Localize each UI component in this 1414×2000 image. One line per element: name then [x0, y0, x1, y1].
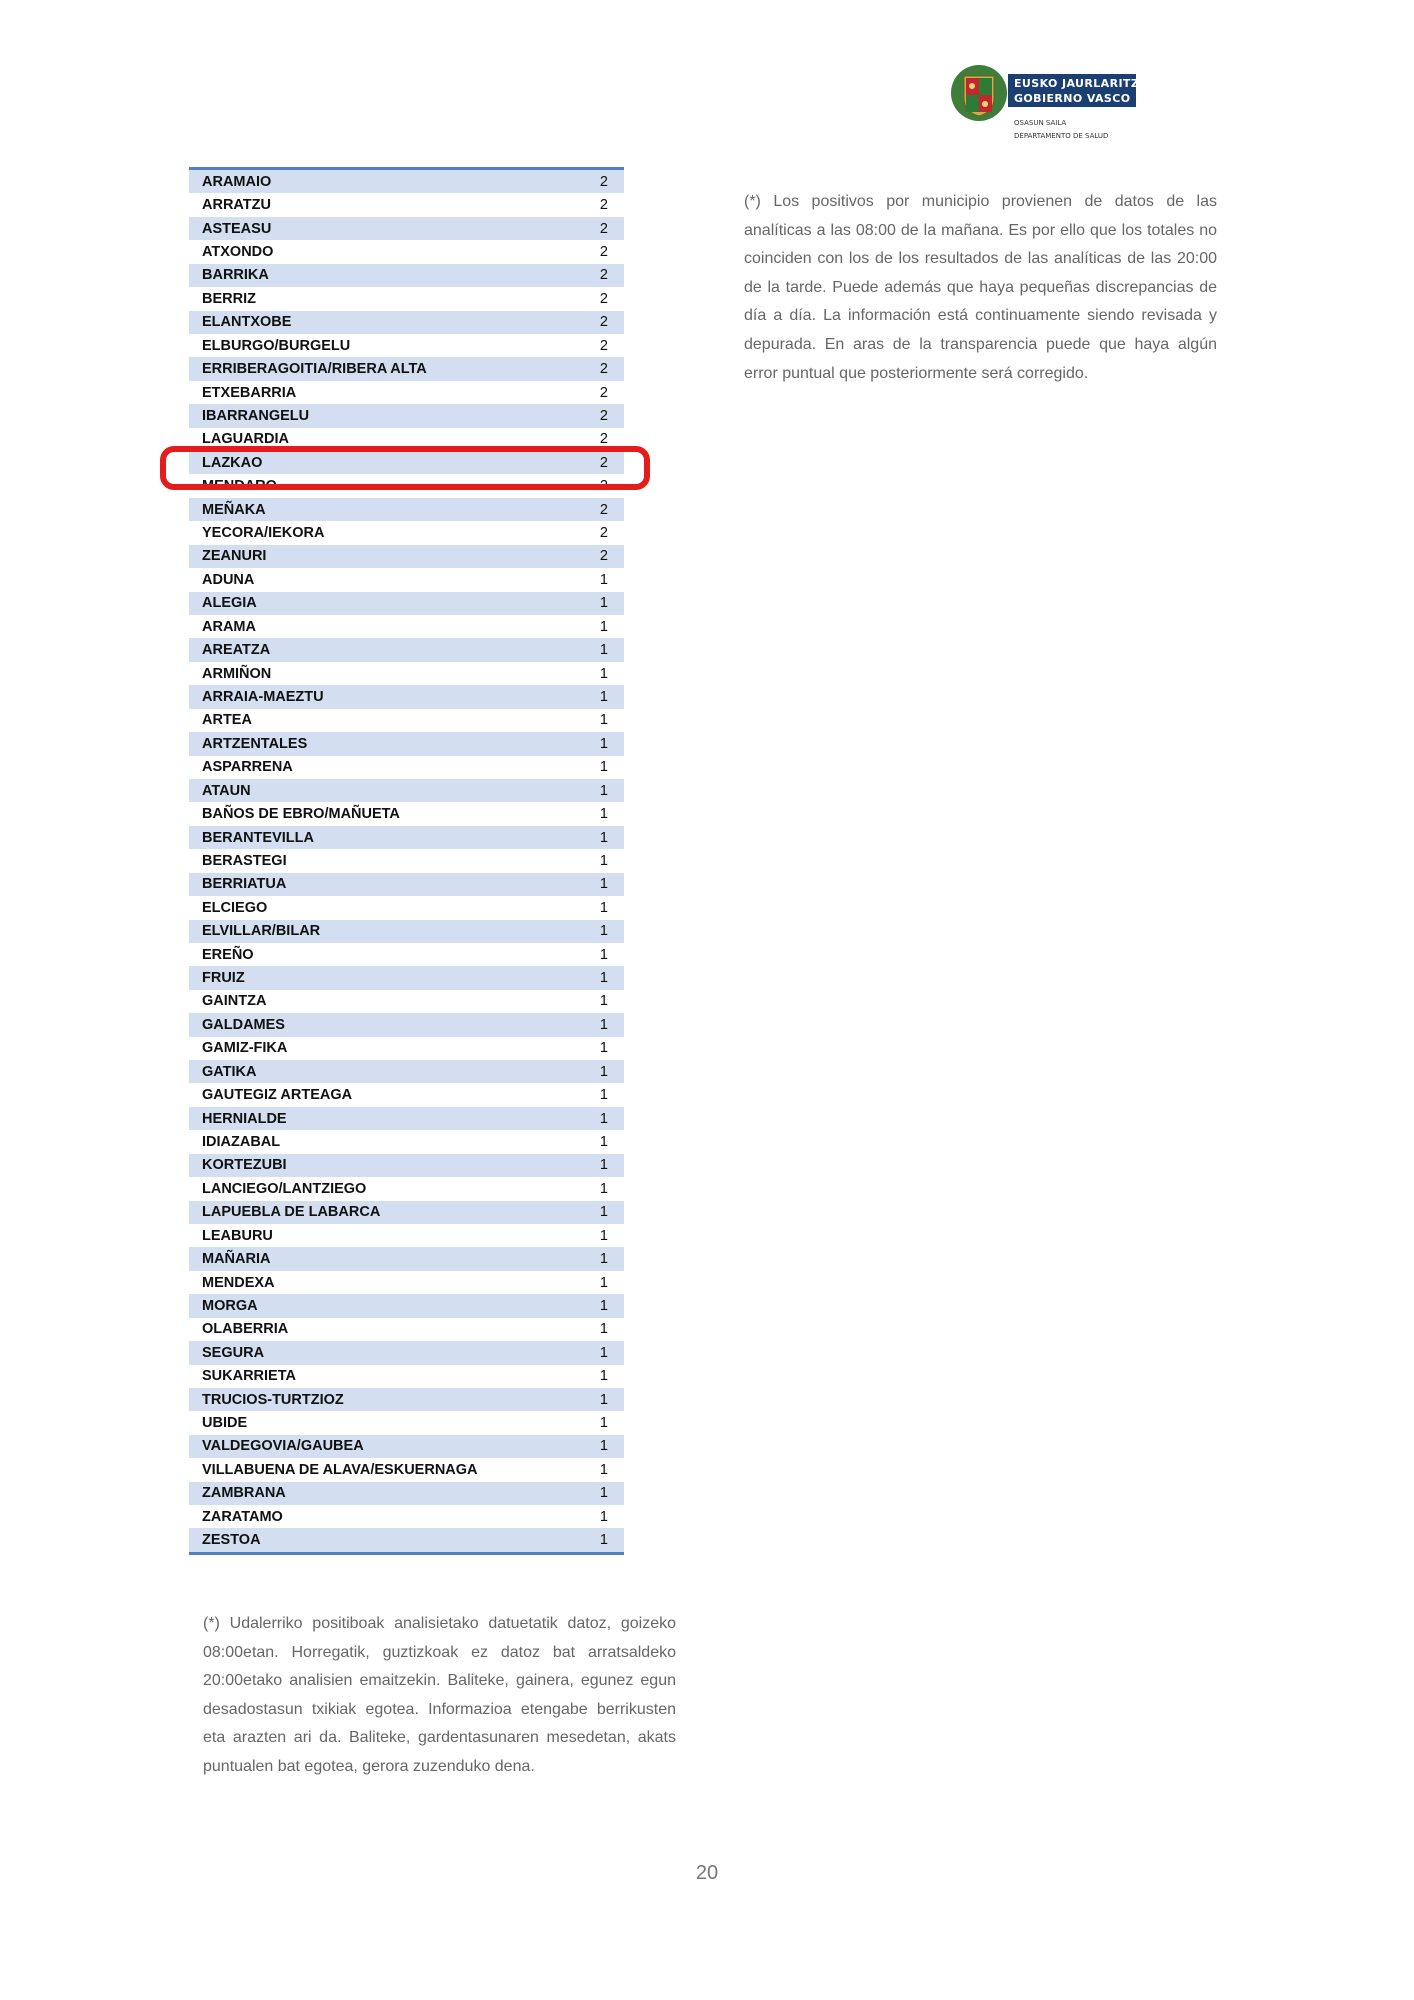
municipality-name: ARRATZU: [202, 197, 271, 214]
table-row: [189, 170, 624, 193]
positives-count: 2: [599, 314, 608, 331]
positives-count: 1: [599, 1227, 608, 1244]
municipality-name: ASPARRENA: [202, 759, 293, 776]
positives-count: 2: [599, 290, 608, 307]
positives-count: 1: [599, 1321, 608, 1338]
positives-count: 1: [599, 665, 608, 682]
table-row: [189, 1224, 624, 1247]
municipality-name: AREATZA: [202, 642, 271, 659]
municipality-name: SEGURA: [202, 1344, 265, 1361]
table-row: [189, 217, 624, 240]
positives-count: 2: [599, 337, 608, 354]
positives-count: 1: [599, 735, 608, 752]
municipality-name: FRUIZ: [202, 970, 245, 987]
positives-count: 1: [599, 1532, 608, 1549]
municipality-positives-table: [189, 167, 624, 1555]
table-row: [189, 1365, 624, 1388]
positives-count: 1: [599, 1251, 608, 1268]
positives-count: 2: [599, 407, 608, 424]
municipality-name: BARRIKA: [202, 267, 269, 284]
table-row: [189, 638, 624, 661]
logo-wordmark: [1008, 74, 1149, 107]
municipality-name: ARTEA: [202, 712, 252, 729]
municipality-name: ATXONDO: [202, 243, 274, 260]
logo-department: [1014, 117, 1108, 143]
table-row: [189, 1107, 624, 1130]
table-row: [189, 521, 624, 544]
basque-shield-icon: [950, 64, 1008, 122]
municipality-name: ARRAIA-MAEZTU: [202, 688, 324, 705]
table-row: [189, 1458, 624, 1481]
table-row: [189, 404, 624, 427]
logo-sub-line-1: OSASUN SAILA: [1014, 119, 1067, 127]
positives-count: 1: [599, 1297, 608, 1314]
positives-count: 1: [599, 876, 608, 893]
positives-count: 1: [599, 829, 608, 846]
table-row: [189, 381, 624, 404]
table-row: [189, 1177, 624, 1200]
note-basque: (*) Udalerriko positiboak analisietako datuetatik datoz, goizeko 08:00etan. Horregatik, guztizkoak ez datoz bat arratsaldeko 20:00etako analisien emaitzekin. Baliteke, gainera, egunez egun desadostasun txikiak egotea. Informazioa etengabe berrikusten eta arazten ari da. Baliteke, gardentasunaren mesedetan, akats puntualen bat egotea, gerora zuzenduko dena.: [203, 1615, 676, 1775]
table-row: [189, 545, 624, 568]
municipality-name: BERRIATUA: [202, 876, 287, 893]
municipality-name: MENDEXA: [202, 1274, 275, 1291]
positives-count: 1: [599, 1157, 608, 1174]
municipality-name: LANCIEGO/LANTZIEGO: [202, 1180, 367, 1197]
municipality-name: ARAMAIO: [202, 173, 272, 190]
table-row: [189, 193, 624, 216]
table-row: [189, 1294, 624, 1317]
table-row: [189, 1060, 624, 1083]
positives-count: 1: [599, 899, 608, 916]
positives-count: 1: [599, 923, 608, 940]
table-row: [189, 1271, 624, 1294]
municipality-name: ZESTOA: [202, 1532, 261, 1549]
table-row: [189, 1318, 624, 1341]
municipality-name: ELCIEGO: [202, 899, 268, 916]
positives-count: 2: [599, 384, 608, 401]
positives-count: 1: [599, 1438, 608, 1455]
table-row: [189, 1528, 624, 1551]
table-row: [189, 311, 624, 334]
table-row: [189, 568, 624, 591]
table-row: [189, 1482, 624, 1505]
positives-count: 1: [599, 1485, 608, 1502]
municipality-name: LAPUEBLA DE LABARCA: [202, 1204, 381, 1221]
positives-count: 1: [599, 970, 608, 987]
municipality-name: UBIDE: [202, 1415, 248, 1432]
municipality-name: ARAMA: [202, 618, 256, 635]
positives-count: 2: [599, 197, 608, 214]
positives-count: 1: [599, 1040, 608, 1057]
municipality-name: ADUNA: [202, 571, 255, 588]
municipality-name: ELANTXOBE: [202, 314, 292, 331]
positives-count: 1: [599, 782, 608, 799]
positives-count: 1: [599, 852, 608, 869]
table-row: [189, 849, 624, 872]
municipality-name: BAÑOS DE EBRO/MAÑUETA: [202, 806, 400, 823]
municipality-name: GAUTEGIZ ARTEAGA: [202, 1087, 353, 1104]
municipality-name: MENDARO: [202, 478, 277, 495]
positives-count: 1: [599, 688, 608, 705]
positives-count: 1: [599, 946, 608, 963]
positives-count: 1: [599, 571, 608, 588]
gobierno-vasco-logo: [950, 62, 1150, 144]
table-row: [189, 920, 624, 943]
table-row: [189, 709, 624, 732]
table-row: [189, 966, 624, 989]
table-row: [189, 826, 624, 849]
table-row: [189, 1013, 624, 1036]
municipality-name: ZAMBRANA: [202, 1485, 286, 1502]
municipality-name: ATAUN: [202, 782, 251, 799]
lazkao-highlight-box: [160, 446, 650, 490]
municipality-name: IBARRANGELU: [202, 407, 310, 424]
municipality-name: IDIAZABAL: [202, 1134, 281, 1150]
positives-count: 1: [599, 712, 608, 729]
municipality-name: SUKARRIETA: [202, 1368, 296, 1385]
positives-count: 1: [599, 759, 608, 776]
table-row: [189, 498, 624, 521]
positives-count: 1: [599, 1087, 608, 1104]
table-row: [189, 685, 624, 708]
positives-count: 2: [599, 548, 608, 565]
positives-count: 1: [599, 1204, 608, 1221]
table-row: [189, 1435, 624, 1458]
positives-count: 2: [599, 431, 608, 448]
positives-count: 1: [599, 1461, 608, 1478]
table-row: [189, 264, 624, 287]
positives-count: 1: [599, 1274, 608, 1291]
municipality-name: BERASTEGI: [202, 852, 287, 869]
municipality-name: MEÑAKA: [202, 501, 266, 518]
municipality-name: ETXEBARRIA: [202, 384, 297, 401]
positives-count: 2: [599, 501, 608, 518]
municipality-name: BERANTEVILLA: [202, 829, 314, 846]
table-row: [189, 1154, 624, 1177]
municipality-name: KORTEZUBI: [202, 1157, 287, 1174]
positives-count: 1: [599, 1063, 608, 1080]
municipality-name: LAGUARDIA: [202, 431, 289, 448]
positives-count: 1: [599, 1180, 608, 1197]
table-row: [189, 1247, 624, 1270]
positives-count: 2: [599, 454, 608, 471]
positives-count: 1: [599, 1110, 608, 1127]
table-row: [189, 1130, 624, 1153]
table-row: [189, 1411, 624, 1434]
municipality-name: LAZKAO: [202, 454, 263, 471]
municipality-name: GALDAMES: [202, 1016, 285, 1033]
positives-count: 2: [599, 220, 608, 237]
logo-sub-line-2: DEPARTAMENTO DE SALUD: [1014, 132, 1109, 140]
municipality-name: ARTZENTALES: [202, 735, 308, 752]
municipality-name: ALEGIA: [202, 595, 257, 612]
positives-count: 1: [599, 1368, 608, 1385]
municipality-name: BERRIZ: [202, 290, 256, 307]
table-row: [189, 592, 624, 615]
municipality-name: MAÑARIA: [202, 1251, 271, 1268]
table-row: [189, 240, 624, 263]
table-row: [189, 1505, 624, 1528]
municipality-name: GAMIZ-FIKA: [202, 1040, 288, 1057]
municipality-name: GAINTZA: [202, 993, 267, 1010]
municipality-name: ZEANURI: [202, 548, 267, 565]
positives-count: 1: [599, 1344, 608, 1361]
table-row: [189, 896, 624, 919]
positives-count: 1: [599, 993, 608, 1010]
table-row: [189, 1037, 624, 1060]
positives-count: 2: [599, 243, 608, 260]
table-row: [189, 873, 624, 896]
municipality-name: ARMIÑON: [202, 665, 272, 682]
municipality-name: TRUCIOS-TURTZIOZ: [202, 1391, 344, 1408]
municipality-name: MORGA: [202, 1297, 258, 1314]
municipality-name: OLABERRIA: [202, 1321, 289, 1338]
municipality-name: LEABURU: [202, 1227, 273, 1244]
positives-count: 1: [599, 618, 608, 635]
positives-count: 1: [599, 642, 608, 659]
positives-count: 1: [599, 806, 608, 823]
table-row: [189, 943, 624, 966]
positives-count: 2: [599, 525, 608, 542]
table-row: [189, 1341, 624, 1364]
municipality-name: GATIKA: [202, 1063, 257, 1080]
municipality-name: ELBURGO/BURGELU: [202, 337, 351, 354]
table-row: [189, 334, 624, 357]
municipality-name: VILLABUENA DE ALAVA/ESKUERNAGA: [202, 1461, 478, 1478]
logo-line-2: GOBIERNO VASCO: [1014, 92, 1131, 105]
municipality-name: ASTEASU: [202, 220, 272, 237]
table-row: [189, 1083, 624, 1106]
municipality-name: YECORA/IEKORA: [202, 525, 325, 542]
note-spanish: (*) Los positivos por municipio provienen de datos de las analíticas a las 08:00 de la mañana. Es por ello que los totales no coinciden con los de los resultados de las analíticas de las 20:00 de la tarde. Puede además que haya pequeñas discrepancias de día a día. La información está continuamente siendo revisada y depurada. En aras de la transparencia puede que haya algún error puntual que posteriormente será corregido.: [744, 193, 1217, 382]
positives-count: 1: [599, 1134, 608, 1150]
positives-count: 2: [599, 478, 608, 495]
municipality-name: EREÑO: [202, 946, 254, 963]
table-row: [189, 779, 624, 802]
municipality-name: ERRIBERAGOITIA/RIBERA ALTA: [202, 361, 427, 378]
table-row: [189, 732, 624, 755]
municipality-name: ZARATAMO: [202, 1508, 283, 1525]
municipality-name: VALDEGOVIA/GAUBEA: [202, 1438, 364, 1455]
table-row: [189, 756, 624, 779]
table-row: [189, 287, 624, 310]
table-row: [189, 1388, 624, 1411]
page-number: 20: [695, 1862, 719, 1884]
positives-count: 2: [599, 361, 608, 378]
table-row: [189, 990, 624, 1013]
positives-count: 1: [599, 1508, 608, 1525]
table-row: [189, 1201, 624, 1224]
municipality-name: HERNIALDE: [202, 1110, 287, 1127]
positives-count: 1: [599, 1016, 608, 1033]
positives-count: 1: [599, 595, 608, 612]
table-row: [189, 357, 624, 380]
positives-count: 2: [599, 267, 608, 284]
positives-count: 1: [599, 1415, 608, 1432]
positives-count: 2: [599, 173, 608, 190]
table-row: [189, 802, 624, 825]
logo-line-1: EUSKO JAURLARITZA: [1014, 77, 1149, 90]
table-row: [189, 615, 624, 638]
positives-count: 1: [599, 1391, 608, 1408]
municipality-name: ELVILLAR/BILAR: [202, 923, 321, 940]
table-row: [189, 662, 624, 685]
